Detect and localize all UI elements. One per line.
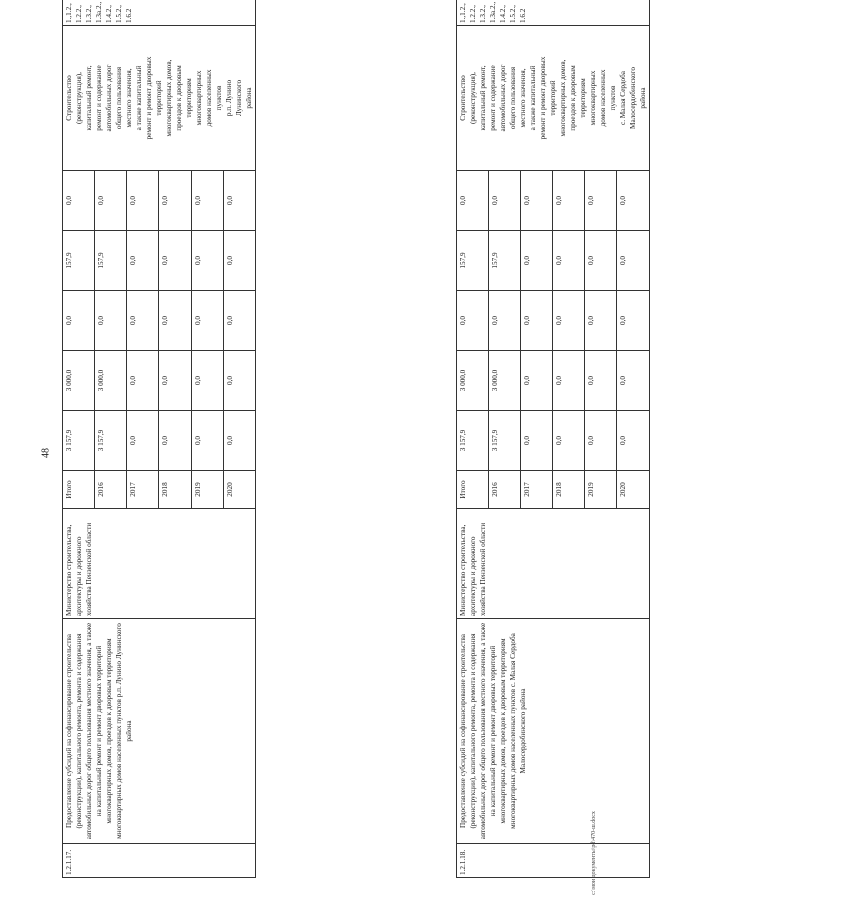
funding-other-cell: 0,0 <box>617 171 649 231</box>
year-cell: 2018 <box>159 471 191 509</box>
funding-loc-cell: 0,0 <box>159 231 191 291</box>
expected-result: Строительство (реконструкция), капитальный ремонт, ремонт и содержание автомобильных дорог общего пользования местного значения, а также капитальный ремонт и ремонт дворовых территорий многоквартирных домов, проездов к дворовым территориям многоквартирных домов населенных пунктов р.п. Лунино Лунинского района <box>63 26 256 171</box>
funding-total-cell: 3 157,9 <box>63 411 95 471</box>
funding-fed-cell: 0,0 <box>520 351 552 411</box>
year-cell: 2017 <box>127 471 159 509</box>
funding-other-cell: 0,0 <box>520 171 552 231</box>
year-cell: 2016 <box>488 471 520 509</box>
funding-other-cell: 0,0 <box>552 171 584 231</box>
funding-reg-cell: 0,0 <box>617 291 649 351</box>
footer-file-path: c:\мои документы\pd\470-ш.docx <box>591 811 597 895</box>
funding-loc-cell: 0,0 <box>552 231 584 291</box>
funding-fed-cell: 0,0 <box>159 351 191 411</box>
funding-reg-cell: 0,0 <box>552 291 584 351</box>
funding-reg-cell: 0,0 <box>159 291 191 351</box>
funding-total-cell: 0,0 <box>552 411 584 471</box>
expected-result: Строительство (реконструкция), капитальный ремонт, ремонт и содержание автомобильных дорог общего пользования местного значения, а также капитальный ремонт и ремонт дворовых территорий многоквартирных домов, проездов к дворовым территориям многоквартирных домов населенных пунктов с. Малая Сердоба Малосердобинского района <box>456 26 649 171</box>
funding-fed-cell: 3 000,0 <box>63 351 95 411</box>
year-cell: Итого <box>456 471 488 509</box>
funding-fed-cell: 0,0 <box>127 351 159 411</box>
funding-fed-cell: 3 000,0 <box>456 351 488 411</box>
year-cell: 2019 <box>585 471 617 509</box>
funding-loc-cell: 0,0 <box>585 231 617 291</box>
funding-reg-cell: 0,0 <box>488 291 520 351</box>
funding-reg-cell: 0,0 <box>223 291 255 351</box>
funding-reg-cell: 0,0 <box>191 291 223 351</box>
funding-other-cell: 0,0 <box>223 171 255 231</box>
funding-loc-cell: 157,9 <box>488 231 520 291</box>
funding-fed-cell: 0,0 <box>191 351 223 411</box>
table-row <box>63 0 95 878</box>
funding-loc-cell: 0,0 <box>223 231 255 291</box>
funding-fed-cell: 0,0 <box>585 351 617 411</box>
funding-loc-cell: 0,0 <box>191 231 223 291</box>
funding-other-cell: 0,0 <box>585 171 617 231</box>
measure-number: 1.2.1.18. <box>456 844 649 878</box>
funding-other-cell: 0,0 <box>159 171 191 231</box>
year-cell: 2020 <box>223 471 255 509</box>
funding-loc-cell: 157,9 <box>95 231 127 291</box>
program-measures-table <box>62 0 850 878</box>
funding-reg-cell: 0,0 <box>520 291 552 351</box>
year-cell: 2018 <box>552 471 584 509</box>
funding-reg-cell: 0,0 <box>127 291 159 351</box>
page-number: 48 <box>40 448 52 458</box>
funding-total-cell: 0,0 <box>223 411 255 471</box>
funding-reg-cell: 0,0 <box>95 291 127 351</box>
funding-total-cell: 0,0 <box>127 411 159 471</box>
funding-fed-cell: 0,0 <box>223 351 255 411</box>
funding-loc-cell: 0,0 <box>520 231 552 291</box>
row-spacer <box>649 0 850 878</box>
funding-loc-cell: 157,9 <box>456 231 488 291</box>
funding-other-cell: 0,0 <box>456 171 488 231</box>
funding-loc-cell: 0,0 <box>127 231 159 291</box>
funding-total-cell: 0,0 <box>191 411 223 471</box>
year-cell: 2017 <box>520 471 552 509</box>
funding-loc-cell: 0,0 <box>617 231 649 291</box>
funding-other-cell: 0,0 <box>127 171 159 231</box>
funding-total-cell: 0,0 <box>585 411 617 471</box>
funding-other-cell: 0,0 <box>191 171 223 231</box>
responsible-executor: Министерство строительства, архитектуры и дорожного хозяйства Пензенской области <box>456 509 649 619</box>
measure-name: Предоставление субсидий на софинансирование строительства (реконструкции), капитального ремонта, ремонта и содержания автомобильных дорог общего пользования местного значения, а также на капитальный ремонт и ремонт дворовых территорий многоквартирных домов, проездов к дворовым территориям многоквартирных домов населенных пунктов с. Малая Сердоба Малосердобинского района <box>456 619 649 844</box>
measure-number: 1.2.1.17. <box>63 844 256 878</box>
funding-total-cell: 3 157,9 <box>95 411 127 471</box>
measure-name: Предоставление субсидий на софинансирование строительства (реконструкции), капитального ремонта, ремонта и содержания автомобильных дорог общего пользования местного значения, а также на капитальный ремонт и ремонт дворовых территорий многоквартирных домов, проездов к дворовым территориям многоквартирных домов населенных пунктов р.п. Лунино Лунинского района <box>63 619 256 844</box>
funding-fed-cell: 3 000,0 <box>95 351 127 411</box>
funding-other-cell: 0,0 <box>95 171 127 231</box>
year-cell: 2019 <box>191 471 223 509</box>
indicator-links: 1.,1.2., 1.2.2., 1.3.2., 1.3а.2., 1.4.2., 1.5.2., 1.6.2 <box>63 0 256 26</box>
funding-loc-cell: 157,9 <box>63 231 95 291</box>
year-cell: Итого <box>63 471 95 509</box>
year-cell: 2020 <box>617 471 649 509</box>
responsible-executor: Министерство строительства, архитектуры и дорожного хозяйства Пензенской области <box>63 509 256 619</box>
funding-fed-cell: 3 000,0 <box>488 351 520 411</box>
funding-fed-cell: 0,0 <box>552 351 584 411</box>
funding-reg-cell: 0,0 <box>456 291 488 351</box>
row-spacer <box>256 0 457 878</box>
table-row <box>456 0 488 878</box>
funding-reg-cell: 0,0 <box>63 291 95 351</box>
funding-other-cell: 0,0 <box>63 171 95 231</box>
funding-fed-cell: 0,0 <box>617 351 649 411</box>
funding-total-cell: 0,0 <box>520 411 552 471</box>
indicator-links: 1.,1.2., 1.2.2., 1.3.2., 1.3а.2., 1.4.2., 1.5.2., 1.6.2 <box>456 0 649 26</box>
funding-other-cell: 0,0 <box>488 171 520 231</box>
funding-total-cell: 0,0 <box>159 411 191 471</box>
funding-total-cell: 3 157,9 <box>488 411 520 471</box>
year-cell: 2016 <box>95 471 127 509</box>
funding-total-cell: 3 157,9 <box>456 411 488 471</box>
funding-reg-cell: 0,0 <box>585 291 617 351</box>
funding-total-cell: 0,0 <box>617 411 649 471</box>
